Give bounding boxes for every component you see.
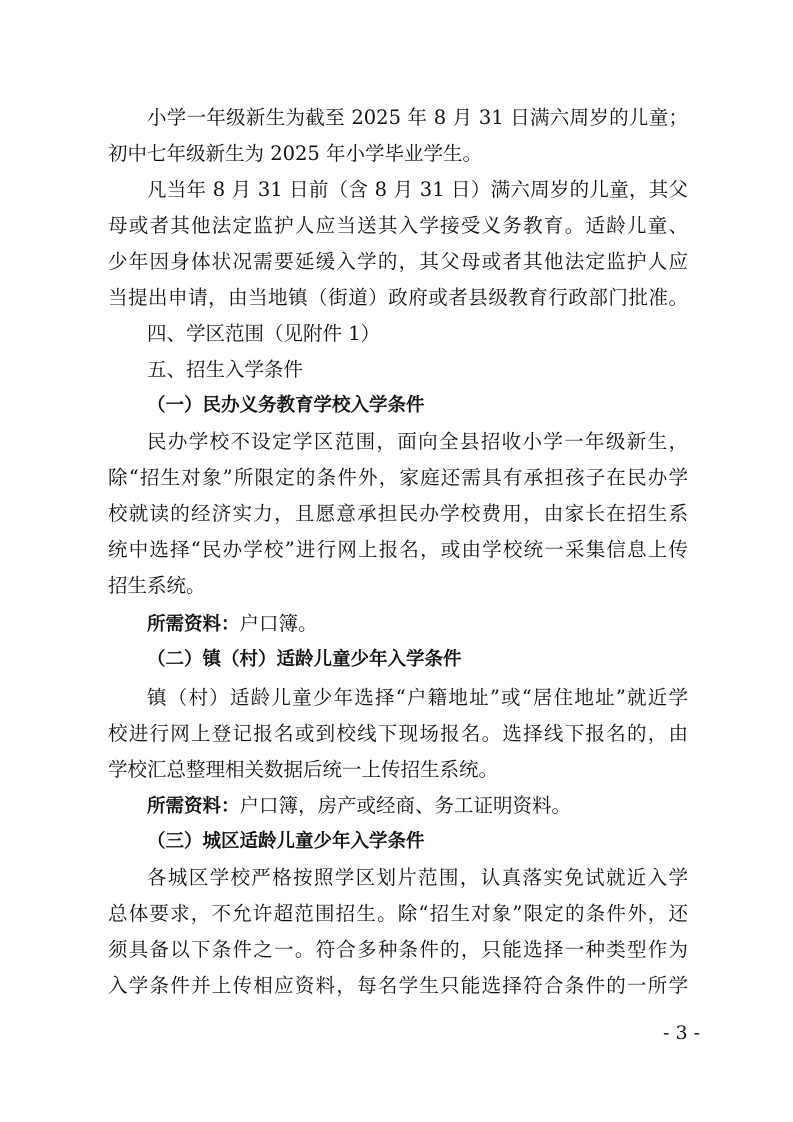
required-materials-label: 所需资料： — [147, 796, 240, 817]
paragraph-line: 校进行网上登记报名或到校线下现场报名。选择线下报名的，由 — [108, 722, 688, 745]
required-materials-value: 户口簿，房产或经商、务工证明资料。 — [239, 794, 572, 817]
subsection-heading: （三）城区适龄儿童少年入学条件 — [147, 831, 425, 852]
paragraph-line: 学校汇总整理相关数据后统一上传招生系统。 — [108, 758, 499, 781]
paragraph-line: 民办学校不设定学区范围，面向全县招收小学一年级新生， — [147, 430, 688, 453]
section-heading: 四、学区范围（见附件 1） — [147, 322, 381, 345]
paragraph-line: 初中七年级新生为 2025 年小学毕业学生。 — [108, 142, 483, 165]
subsection-heading: （一）民办义务教育学校入学条件 — [147, 395, 425, 416]
paragraph-line: 须具备以下条件之一。符合多种条件的，只能选择一种类型作为 — [108, 938, 688, 961]
paragraph-line: 总体要求，不允许超范围招生。除“招生对象”限定的条件外，还 — [108, 902, 688, 925]
paragraph-line: 各城区学校严格按照学区划片范围，认真落实免试就近入学 — [147, 866, 688, 889]
paragraph-line: 当提出申请，由当地镇（街道）政府或者县级教育行政部门批准。 — [108, 286, 688, 309]
required-materials-line — [147, 606, 688, 643]
section-heading: 五、招生入学条件 — [147, 358, 304, 381]
required-materials-line — [147, 788, 688, 825]
paragraph-line: 镇（村）适龄儿童少年选择“户籍地址”或“居住地址”就近学 — [147, 686, 688, 709]
required-materials-value: 户口簿。 — [239, 612, 318, 635]
required-materials-label: 所需资料： — [147, 614, 240, 635]
paragraph-line: 招生系统。 — [108, 574, 206, 597]
paragraph-line: 校就读的经济实力，且愿意承担民办学校费用，由家长在招生系 — [108, 502, 688, 525]
page-number: - 3 - — [662, 1022, 700, 1044]
paragraph-line: 小学一年级新生为截至 2025 年 8 月 31 日满六周岁的儿童； — [147, 106, 688, 129]
subsection-heading: （二）镇（村）适龄儿童少年入学条件 — [147, 649, 462, 670]
paragraph-line: 少年因身体状况需要延缓入学的，其父母或者其他法定监护人应 — [108, 250, 688, 273]
paragraph-line: 除“招生对象”所限定的条件外，家庭还需具有承担孩子在民办学 — [108, 466, 688, 489]
paragraph-line: 入学条件并上传相应资料，每名学生只能选择符合条件的一所学 — [108, 974, 688, 997]
paragraph-line: 统中选择“民办学校”进行网上报名，或由学校统一采集信息上传 — [108, 538, 688, 561]
paragraph-line: 母或者其他法定监护人应当送其入学接受义务教育。适龄儿童、 — [108, 214, 688, 237]
paragraph-line: 凡当年 8 月 31 日前（含 8 月 31 日）满六周岁的儿童，其父 — [147, 178, 688, 201]
